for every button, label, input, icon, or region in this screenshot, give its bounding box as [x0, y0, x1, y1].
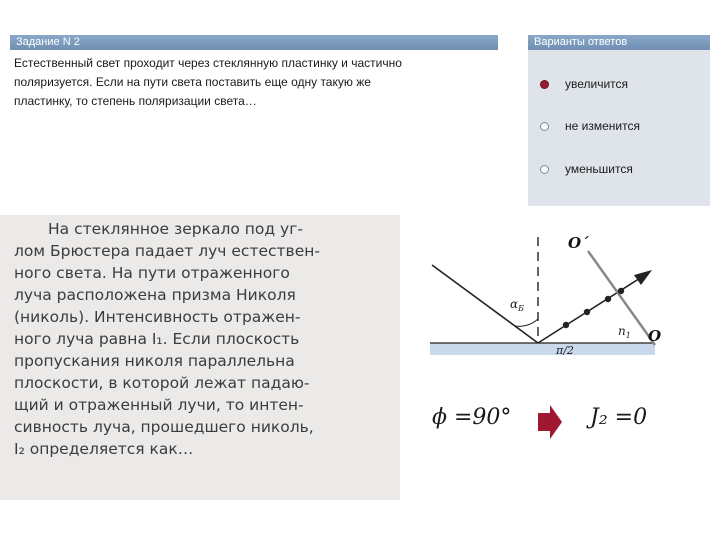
polarization-dot: [618, 288, 624, 294]
ray-arrowhead-icon: [634, 270, 652, 285]
task-line: Естественный свет проходит через стеклянную пластинку и частично: [14, 56, 402, 70]
book-line: щий и отраженный лучи, то интен-: [14, 396, 304, 414]
book-line: луча расположена призма Николя: [14, 286, 296, 304]
book-line: ного света. На пути отраженного: [14, 264, 290, 282]
polarization-dot: [563, 322, 569, 328]
answer-option-2[interactable]: [540, 119, 640, 133]
radio-icon[interactable]: [540, 165, 549, 174]
answer-label: увеличится: [565, 77, 629, 91]
polarization-dot: [605, 296, 611, 302]
task-line: пластинку, то степень поляризации света…: [14, 94, 257, 108]
radio-icon[interactable]: [540, 122, 549, 131]
radio-selected-icon[interactable]: [540, 80, 549, 89]
task-line: поляризуется. Если на пути света поставить еще одну такую же: [14, 75, 371, 89]
polarization-dot: [584, 309, 590, 315]
o-prime-label: O´: [568, 234, 589, 252]
answer-label: уменьшится: [565, 162, 633, 176]
pi-half-label: π/2: [556, 344, 574, 355]
answer-option-1[interactable]: [540, 77, 628, 91]
book-line: ного луча равна I₁. Если плоскость: [14, 330, 300, 348]
task-header: Задание N 2: [10, 35, 498, 50]
o-label: O: [648, 327, 662, 345]
answer-label: не изменится: [565, 119, 640, 133]
brewster-diagram: [420, 215, 670, 355]
mirror-surface: [430, 343, 655, 355]
n-label: $n_1$: [618, 324, 631, 340]
answer-option-3[interactable]: [540, 162, 633, 176]
textbook-text: [14, 218, 390, 460]
book-line: пропускания николя параллельна: [14, 352, 295, 370]
book-line: I₂ определяется как…: [14, 440, 194, 458]
angle-arc: [515, 319, 538, 326]
answers-header: Варианты ответов: [528, 35, 710, 50]
formula-angle: ϕ =90°: [432, 405, 512, 430]
book-line: (николь). Интенсивность отражен-: [14, 308, 301, 326]
alpha-label: $\alpha_Б$: [510, 297, 524, 313]
book-line: сивность луча, прошедшего николь,: [14, 418, 314, 436]
task-question: [14, 54, 494, 111]
reflected-ray: [538, 273, 648, 343]
book-line: На стеклянное зеркало под уг-: [48, 220, 303, 238]
book-line: плоскости, в которой лежат падаю-: [14, 374, 310, 392]
book-line: лом Брюстера падает луч естествен-: [14, 242, 320, 260]
right-arrow-icon: [538, 405, 562, 439]
formula-intensity: J₂ =0: [590, 405, 648, 430]
